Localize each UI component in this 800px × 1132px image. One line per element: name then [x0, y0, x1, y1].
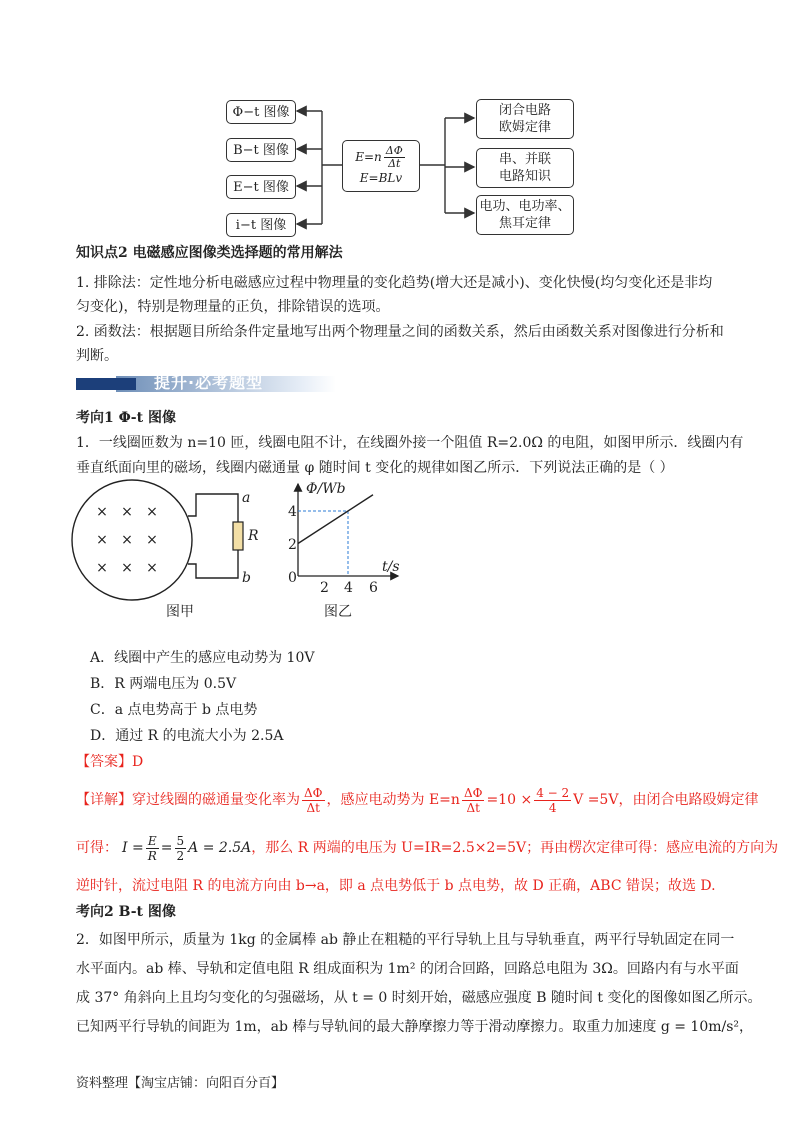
detail-frac2	[462, 786, 485, 815]
detail-frac5	[175, 834, 187, 863]
label-b: b	[242, 570, 251, 586]
box-b-t: B−t 图像	[226, 138, 296, 162]
box-ohm-law-line1: 闭合电路	[498, 103, 551, 118]
caption-yi: 图乙	[324, 604, 352, 620]
detail-frac2-den: Δt	[466, 800, 480, 815]
svg-text:×: ×	[146, 560, 158, 576]
phi-line	[298, 495, 373, 544]
section-banner	[76, 372, 266, 414]
y-tick-4: 4	[288, 504, 297, 520]
box-series-line1: 串、并联	[498, 152, 551, 167]
box-joule-line2: 焦耳定律	[498, 216, 551, 231]
method1-line1: 1. 排除法：定性地分析电磁感应过程中物理量的变化趋势(增大还是减小)、变化快慢(均匀变化还是非均	[76, 275, 713, 291]
detail-frac5-num: 5	[176, 833, 185, 848]
x-tick-4: 4	[344, 580, 353, 596]
figure-yi-graph	[280, 478, 410, 628]
origin-label: 0	[288, 570, 297, 586]
detail-p1: 【详解】穿过线圈的磁通量变化率为	[76, 792, 300, 808]
detail-line3: 逆时针，流过电阻 R 的电流方向由 b→a，即 a 点电势低于 b 点电势，故 D 正确，ABC 错误；故选 D.	[76, 878, 716, 894]
detail-eq-pre: I =	[122, 840, 144, 856]
label-R: R	[248, 528, 259, 544]
formula-blv: E=BLv	[359, 171, 403, 185]
method2-line2: 判断。	[76, 348, 118, 364]
q2-line3: 成 37° 角斜向上且均匀变化的匀强磁场，从 t = 0 时刻开始，磁感应强度 B 随时间 t 变化的图像如图乙所示。	[76, 990, 762, 1006]
detail-frac2-num: ΔΦ	[463, 785, 483, 800]
box-e-t: E−t 图像	[226, 175, 296, 199]
formula-num: ΔΦ	[385, 144, 403, 157]
formula-emf-prefix: E=n	[355, 150, 382, 164]
x-axis-label: t/s	[382, 559, 400, 575]
option-a: A．线圈中产生的感应电动势为 10V	[90, 650, 315, 666]
svg-text:×: ×	[96, 532, 108, 548]
option-d: D．通过 R 的电流大小为 2.5A	[90, 728, 284, 744]
q2-line4: 已知两平行导轨的间距为 1m，ab 棒与导轨间的最大静摩擦力等于滑动摩擦力。取重力加速度 g = 10m/s²，	[76, 1019, 754, 1035]
detail-frac1-den: Δt	[306, 800, 320, 815]
q1-line2: 垂直纸面向里的磁场，线圈内磁通量 φ 随时间 t 变化的规律如图乙所示．下列说法正确的是（ ）	[76, 460, 674, 476]
box-series-line2: 电路知识	[498, 169, 551, 184]
detail-p3: =10 ×	[486, 792, 533, 808]
detail-frac3	[534, 786, 571, 815]
detail-eq-post: A = 2.5A	[188, 840, 252, 856]
caption-jia: 图甲	[166, 604, 194, 620]
detail-frac4	[146, 834, 159, 863]
answer: 【答案】D	[76, 754, 144, 770]
detail-p4: V =5V，由闭合电路殴姆定律	[573, 792, 759, 808]
detail-line2	[76, 828, 779, 868]
q2-line1: 2．如图甲所示，质量为 1kg 的金属棒 ab 静止在粗糙的平行导轨上且与导轨垂直，两平行导轨固定在同一	[76, 932, 735, 948]
detail-frac3-num: 4 − 2	[536, 785, 570, 800]
method2-line1: 2. 函数法：根据题目所给条件定量地写出两个物理量之间的函数关系，然后由函数关系对图像进行分析和	[76, 324, 724, 340]
box-joule-line1: 电功、电功率、	[479, 199, 571, 214]
svg-text:×: ×	[121, 504, 133, 520]
kx1-title: 考向1 Φ-t 图像	[76, 410, 176, 426]
detail-p6: ，那么 R 两端的电压为 U=IR=2.5×2=5V；再由楞次定律可得：感应电流的方向为	[251, 840, 779, 856]
footer-source: 资料整理【淘宝店铺：向阳百分百】	[76, 1076, 285, 1091]
detail-frac5-den: 2	[176, 848, 185, 863]
section-banner-text: 提升·必考题型归纳	[154, 373, 264, 414]
box-phi-t: Φ−t 图像	[226, 100, 296, 124]
knowledge-title: 知识点2 电磁感应图像类选择题的常用解法	[76, 245, 343, 261]
detail-frac4-num: E	[147, 833, 157, 848]
svg-text:×: ×	[121, 560, 133, 576]
svg-text:×: ×	[96, 560, 108, 576]
option-b: B．R 两端电压为 0.5V	[90, 676, 237, 692]
y-tick-2: 2	[288, 537, 297, 553]
svg-text:×: ×	[146, 504, 158, 520]
y-axis-label: Φ/Wb	[306, 481, 346, 497]
detail-eq-mid: =	[160, 840, 173, 856]
detail-line1	[76, 780, 759, 820]
detail-frac4-den: R	[147, 848, 157, 863]
detail-frac1	[302, 786, 325, 815]
svg-text:×: ×	[121, 532, 133, 548]
figure-jia-circuit	[70, 478, 280, 628]
box-i-t: i−t 图像	[226, 213, 296, 237]
detail-p5: 可得：	[76, 840, 118, 856]
q2-line2: 水平面内。ab 棒、导轨和定值电阻 R 组成面积为 1m² 的闭合回路，回路总电阻为 3Ω。回路内有与水平面	[76, 961, 739, 977]
svg-text:×: ×	[146, 532, 158, 548]
svg-text:×: ×	[96, 504, 108, 520]
formula-den: Δt	[388, 157, 401, 170]
box-ohm-law-line2: 欧姆定律	[498, 120, 551, 135]
x-tick-2: 2	[320, 580, 329, 596]
x-tick-6: 6	[369, 580, 378, 596]
label-a: a	[242, 490, 251, 506]
box-ohm-law	[476, 99, 574, 139]
q1-line1: 1．一线圈匝数为 n=10 匝，线圈电阻不计，在线圈外接一个阻值 R=2.0Ω 的电阻，如图甲所示．线圈内有	[76, 435, 744, 451]
flow-diagram-arrows	[0, 0, 800, 250]
detail-frac3-den: 4	[548, 800, 557, 815]
detail-p2: ，感应电动势为 E=n	[326, 792, 460, 808]
box-center-formula	[342, 140, 420, 192]
box-joule-law	[476, 195, 574, 235]
box-series-parallel	[476, 148, 574, 188]
kx2-title: 考向2 B-t 图像	[76, 904, 176, 920]
option-c: C．a 点电势高于 b 点电势	[90, 702, 258, 718]
detail-frac1-num: ΔΦ	[304, 785, 323, 800]
method1-line2: 匀变化)，特别是物理量的正负，排除错误的选项。	[76, 299, 390, 315]
